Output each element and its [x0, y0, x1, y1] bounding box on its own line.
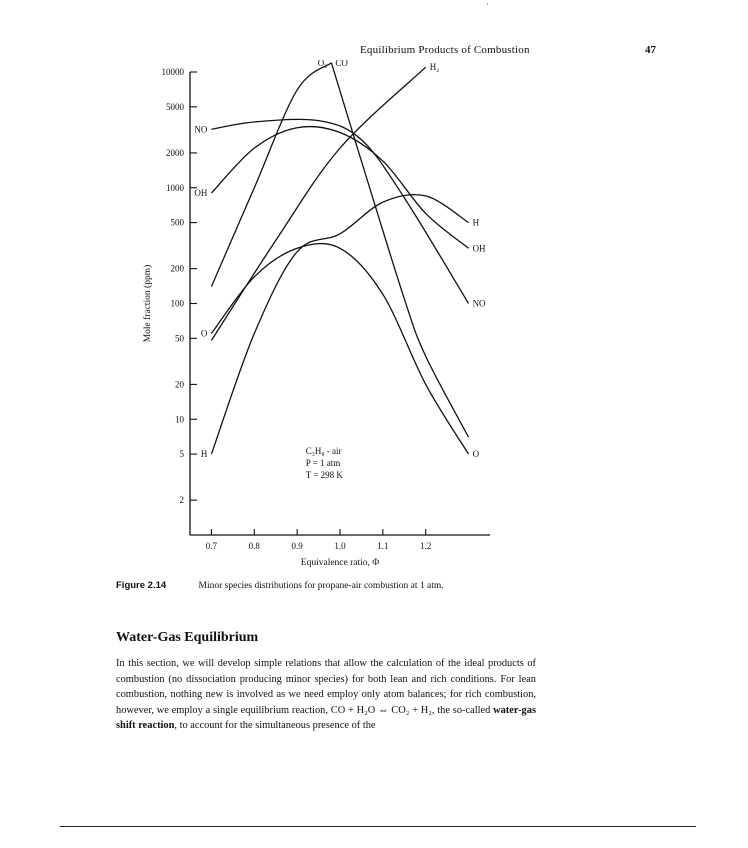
chart-annotation-line: C₃H₈ - air — [305, 446, 342, 457]
series-label-h-end: H — [472, 217, 480, 228]
y-tick-label: 5 — [179, 449, 184, 460]
series-label-h: H — [200, 449, 208, 460]
y-tick-label: 20 — [175, 379, 184, 390]
body-text-end: , to account for the simultaneous presence of the — [174, 720, 376, 732]
body-paragraph — [116, 656, 536, 734]
figure-caption — [116, 580, 444, 591]
x-tick-label: 0.7 — [205, 541, 218, 551]
page-number: 47 — [645, 44, 656, 56]
figure-caption-text: Minor species distributions for propane-air combustion at 1 atm. — [198, 581, 444, 591]
footer-rule — [60, 826, 696, 827]
series-line-no — [211, 119, 468, 303]
y-tick-label: 2000 — [166, 147, 184, 158]
series-label-no-end: NO — [472, 298, 486, 309]
series-label-oh-end: OH — [472, 243, 486, 254]
series-label-no: NO — [194, 124, 208, 135]
series-line-o — [211, 244, 468, 455]
x-tick-label: 1.1 — [377, 541, 389, 551]
body-text-start: In this section, we will develop simple relations that allow the calculation of the ideal products of combustion (no dissociation producing minor species) for both lean and rich conditions. For lean combustion, nothing new is involved as we need employ only atom balances; for rich combustion, however, we employ a single equilibrium reaction, CO + H₂O ⇔ CO₂ + H₂, the so-called — [116, 658, 536, 716]
y-tick-label: 50 — [175, 333, 184, 344]
series-label-oh: OH — [194, 188, 208, 199]
x-tick-label: 0.9 — [291, 541, 303, 551]
series-line-h2 — [211, 67, 425, 340]
series-label-o-end: O — [472, 449, 480, 460]
y-tick-label: 200 — [170, 263, 184, 274]
chart-annotation-line: T = 298 K — [305, 470, 343, 481]
series-line-o2 — [331, 63, 468, 437]
y-tick-label: 10 — [175, 414, 184, 425]
y-tick-label: 10000 — [161, 67, 184, 77]
x-tick-label: 1.0 — [334, 541, 346, 551]
bold-term: water-gas shift reaction — [116, 704, 536, 732]
y-tick-label: 2 — [179, 495, 184, 506]
y-tick-label: 1000 — [166, 182, 184, 193]
chart-annotation-line: P = 1 atm — [305, 458, 341, 469]
x-axis-title: Equivalence ratio, Φ — [300, 558, 380, 568]
x-tick-label: 0.8 — [248, 541, 260, 551]
page-top-mark: · — [486, 0, 489, 9]
y-axis-title: Mole fraction (ppm) — [143, 264, 153, 343]
y-tick-label: 5000 — [166, 101, 184, 112]
series-label-co-end: CO — [335, 60, 348, 68]
y-tick-label: 500 — [170, 217, 184, 228]
series-label-o2: O₂ — [317, 60, 328, 68]
series-line-co — [211, 63, 331, 287]
series-line-oh — [211, 127, 468, 249]
running-head: Equilibrium Products of Combustion — [360, 44, 530, 56]
series-label-h2-end: H₂ — [429, 62, 440, 73]
y-tick-label: 100 — [170, 298, 184, 309]
species-chart — [130, 60, 530, 580]
figure-caption-label: Figure 2.14 — [116, 580, 167, 591]
x-tick-label: 1.2 — [420, 541, 432, 551]
series-label-o: O — [200, 328, 208, 339]
series-line-h — [211, 195, 468, 455]
section-heading: Water-Gas Equilibrium — [116, 630, 259, 645]
